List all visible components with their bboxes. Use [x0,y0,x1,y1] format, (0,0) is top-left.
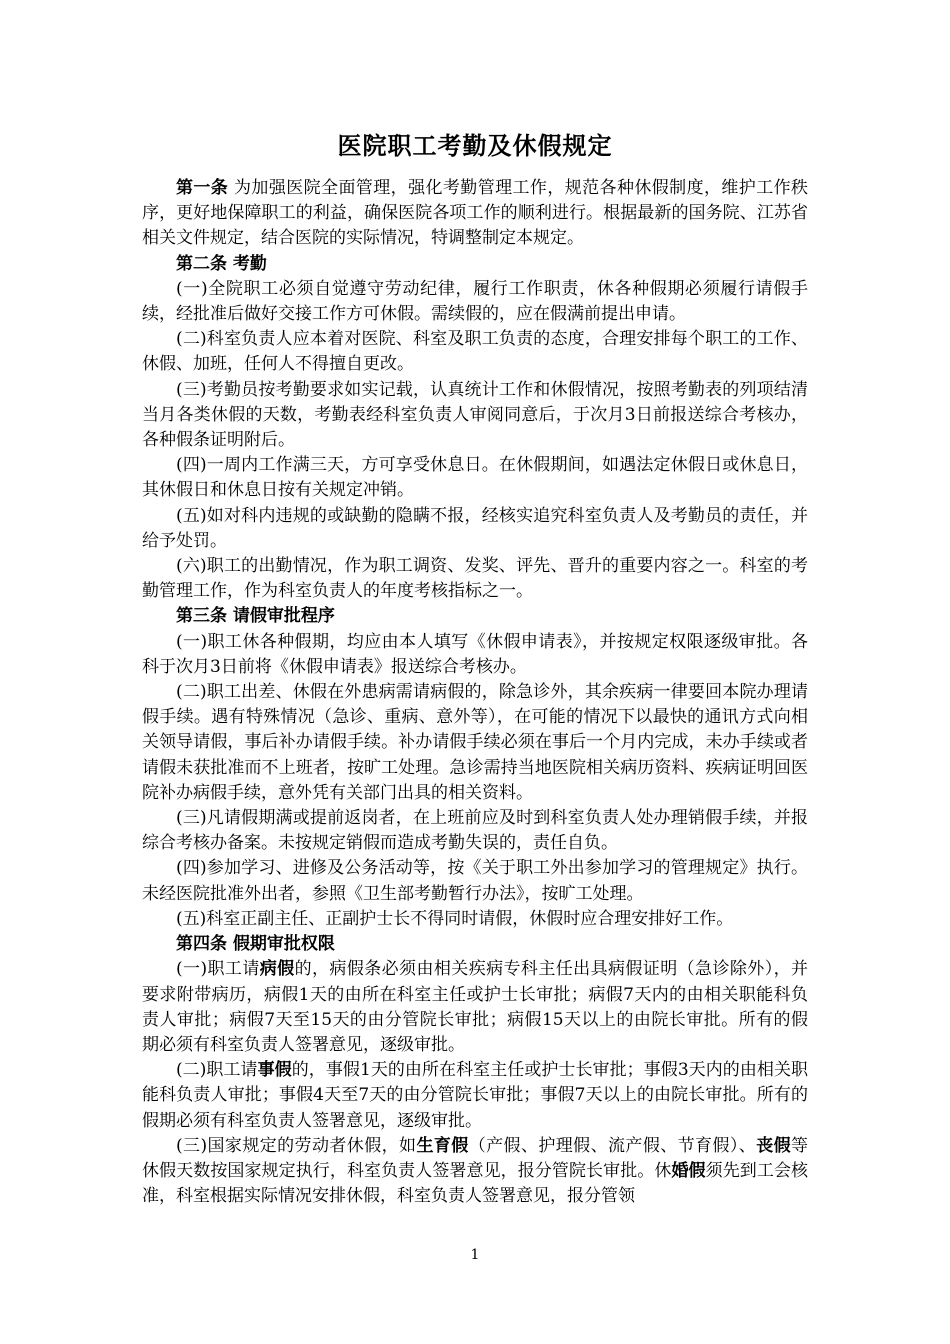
personal-leave-term: 事假 [257,1060,292,1081]
article-3-item-5: (五)科室正副主任、正副护士长不得同时请假，休假时应合理安排好工作。 [176,908,734,929]
text-segment: 的，事假1天的由所在科室主任或护士长审批；事假3天内的由相关职能科负责人审批；事假4天至7天的由分管院长审批；事假7天以上的由院长审批。所有的假期必须有科室负责人签署意见，逐级审批。 [142,1060,809,1131]
article-3-item-4: (四)参加学习、进修及公务活动等，按《关于职工外出参加学习的管理规定》执行。未经医院批准外出者，参照《卫生部考勤暂行办法》，按旷工处理。 [142,858,808,904]
article-2-item-3: (三)考勤员按考勤要求如实记载，认真统计工作和休假情况，按照考勤表的列项结清当月各类休假的天数，考勤表经科室负责人审阅同意后，于次月3日前报送综合考核办，各种假条证明附后。 [142,379,808,451]
text-segment: 等休假天数按国家规定执行，科室负责人签署意见，报分管院长审批。休 [142,1135,809,1181]
article-3-item-1: (一)职工休各种假期，均应由本人填写《休假申请表》，并按规定权限逐级审批。各科于次月3日前将《休假申请表》报送综合考核办。 [142,631,808,677]
article-2-item-5: (五)如对科内违规的或缺勤的隐瞒不报，经核实追究科室负责人及考勤员的责任，并给予处罚。 [142,505,808,551]
sick-leave-term: 病假 [259,959,295,980]
article-1-label: 第一条 [176,178,229,198]
text-segment: (三)国家规定的劳动者休假，如 [176,1135,417,1156]
text-segment: 的，病假条必须由相关疾病专科主任出具病假证明（急诊除外），并要求附带病历，病假1天的由所在科室主任或护士长审批；病假7天内的由相关职能科负责人审批；病假7天至15天的由分管院长审批；病假15天以上的由院长审批。所有的假期必须有科室负责人签署意见，逐级审批。 [142,959,809,1055]
text-segment: （产假、护理假、流产假、节育假）、 [468,1135,757,1156]
page-number: 1 [470,1247,480,1263]
bereavement-leave-term: 丧假 [756,1135,792,1156]
text-segment: (一)职工请 [176,959,260,980]
article-3-item-2: (二)职工出差、休假在外患病需请病假的，除急诊外，其余疾病一律要回本院办理请假手续。遇有特殊情况（急诊、重病、意外等），在可能的情况下以最快的通讯方式向相关领导请假，事后补办请假手续。补办请假手续必须在事后一个月内完成，未办手续或者请假未获批准而不上班者，按旷工处理。急诊需持当地医院相关病历资料、疾病证明回医院补办病假手续，意外凭有关部门出具的相关资料。 [142,682,808,803]
document-body [142,126,808,1209]
article-3-heading: 第三条 请假审批程序 [176,606,335,627]
article-2-heading: 第二条 考勤 [176,253,267,274]
article-4-item-2 [142,1058,808,1134]
article-1-text: 为加强医院全面管理，强化考勤管理工作，规范各种休假制度，维护工作秩序，更好地保障职工的利益，确保医院各项工作的顺利进行。根据最新的国务院、江苏省相关文件规定，结合医院的实际情况，特调整制定本规定。 [142,178,808,249]
article-4-item-3 [142,1134,808,1210]
article-2-item-6: (六)职工的出勤情况，作为职工调资、发奖、评先、晋升的重要内容之一。科室的考勤管理工作，作为科室负责人的年度考核指标之一。 [142,556,808,602]
text-segment: (二)职工请 [176,1060,258,1081]
document-title: 医院职工考勤及休假规定 [337,131,613,160]
article-2-item-2: (二)科室负责人应本着对医院、科室及职工负责的态度，合理安排每个职工的工作、休假、加班，任何人不得擅自更改。 [142,329,808,375]
text-segment: 须先到工会核准，科室根据实际情况安排休假，科室负责人签署意见，报分管领 [142,1160,809,1207]
article-2-item-1: (一)全院职工必须自觉遵守劳动纪律，履行工作职责，休各种假期必须履行请假手续，经批准后做好交接工作方可休假。需续假的，应在假满前提出申请。 [142,278,808,325]
article-4-item-1 [142,957,808,1058]
article-1 [142,176,808,252]
marriage-leave-term: 婚假 [671,1160,706,1181]
article-4-heading: 第四条 假期审批权限 [176,934,335,955]
article-2-item-4: (四)一周内工作满三天，方可享受休息日。在休假期间，如遇法定休假日或休息日，其休假日和休息日按有关规定冲销。 [142,455,808,501]
article-3-item-3: (三)凡请假期满或提前返岗者，在上班前应及时到科室负责人处办理销假手续，并报综合考核办备案。未按规定销假而造成考勤失误的，责任自负。 [142,808,808,854]
maternity-leave-term: 生育假 [416,1135,469,1156]
